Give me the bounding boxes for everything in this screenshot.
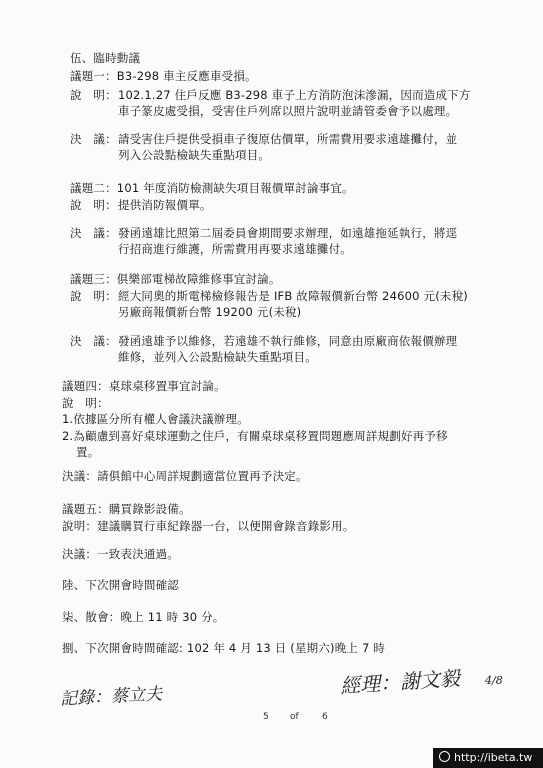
motion-5-resolution: 決議：一致表決通過。 [62, 547, 179, 561]
motion-1-desc-label: 說 明： [70, 88, 117, 102]
watermark-text: http://ibeta.tw [454, 751, 533, 764]
motion-5-desc: 說明：建議購買行車紀錄器一台，以便開會錄音錄影用。 [62, 519, 355, 533]
motion-3-resolution-label: 決 議： [70, 334, 117, 348]
page-of-label: of [290, 712, 299, 722]
motion-4-item-1: 1.依據區分所有權人會議決議辦理。 [62, 412, 249, 426]
section-seven: 柒、散會：晚上 11 時 30 分。 [62, 610, 225, 624]
globe-icon [439, 751, 450, 762]
site-watermark [433, 748, 543, 768]
motion-3-resolution-line1: 發函遠雄予以維修，若遠雄不執行維修，同意由原廠商依報價辦理 [118, 334, 458, 348]
motion-2-resolution-line1: 發函遠雄比照第二屆委員會期間要求辦理，如遠雄拖延執行，將逕 [118, 226, 458, 240]
motion-1-resolution-line2: 列入公設點檢缺失重點項目。 [118, 148, 271, 162]
motion-3-desc-label: 說 明： [70, 289, 117, 303]
section-heading: 伍、臨時動議 [70, 51, 141, 65]
motion-3-resolution-line2: 維修，並列入公設點檢缺失重點項目。 [118, 350, 317, 364]
motion-4-title: 議題四：桌球桌移置事宜討論。 [62, 379, 226, 393]
motion-1-title: 議題一：B3-298 車主反應車受損。 [70, 69, 257, 83]
motion-3-desc-line2: 另廠商報價新台幣 19200 元(未稅) [118, 305, 302, 319]
motion-4-resolution: 決議：請俱館中心周詳規劃適當位置再予決定。 [62, 469, 308, 483]
motion-2-title: 議題二：101 年度消防檢測缺失項目報價單討論事宜。 [70, 181, 354, 195]
motion-3-desc-line1: 經大同奧的斯電梯檢修報告是 IFB 故障報價新台幣 24600 元(未稅) [118, 289, 468, 303]
section-six: 陸、下次開會時間確認 [62, 578, 179, 592]
page-total: 6 [322, 712, 328, 722]
motion-3-title: 議題三：俱樂部電梯故障維修事宜討論。 [70, 272, 281, 286]
motion-1-desc-line1: 102.1.27 住戶反應 B3-298 車子上方消防泡沫滲漏，因而造成下方 [118, 88, 471, 102]
motion-4-item-2-line1: 2.為顧慮到喜好桌球運動之住戶，有關桌球桌移置問題應周詳規劃好再予移 [62, 429, 448, 443]
motion-5-title: 議題五：購買錄影設備。 [62, 502, 191, 516]
motion-4-desc-label: 說 明： [62, 396, 109, 410]
motion-2-resolution-line2: 行招商進行維護，所需費用再要求遠雄攤付。 [118, 242, 352, 256]
motion-2-desc-line1: 提供消防報價單。 [118, 198, 212, 212]
motion-2-desc-label: 說 明： [70, 198, 117, 212]
recorder-signature: 記錄：蔡立夫 [59, 684, 163, 710]
manager-signature-date: 4/8 [485, 674, 503, 687]
motion-1-resolution-label: 決 議： [70, 132, 117, 146]
motion-1-desc-line2: 車子篆皮處受損，受害住戶列席以照片說明並請管委會予以處理。 [118, 104, 458, 118]
manager-signature: 經理：謝文毅 [339, 665, 461, 699]
motion-4-item-2-line2: 置。 [76, 445, 100, 459]
page-number: 5 [263, 712, 269, 722]
motion-2-resolution-label: 決 議： [70, 226, 117, 240]
motion-1-resolution-line1: 請受害住戶提供受損車子復原估價單，所需費用要求遠雄攤付，並 [118, 132, 458, 146]
section-eight: 捌、下次開會時間確認: 102 年 4 月 13 日 (星期六)晚上 7 時 [62, 641, 386, 655]
